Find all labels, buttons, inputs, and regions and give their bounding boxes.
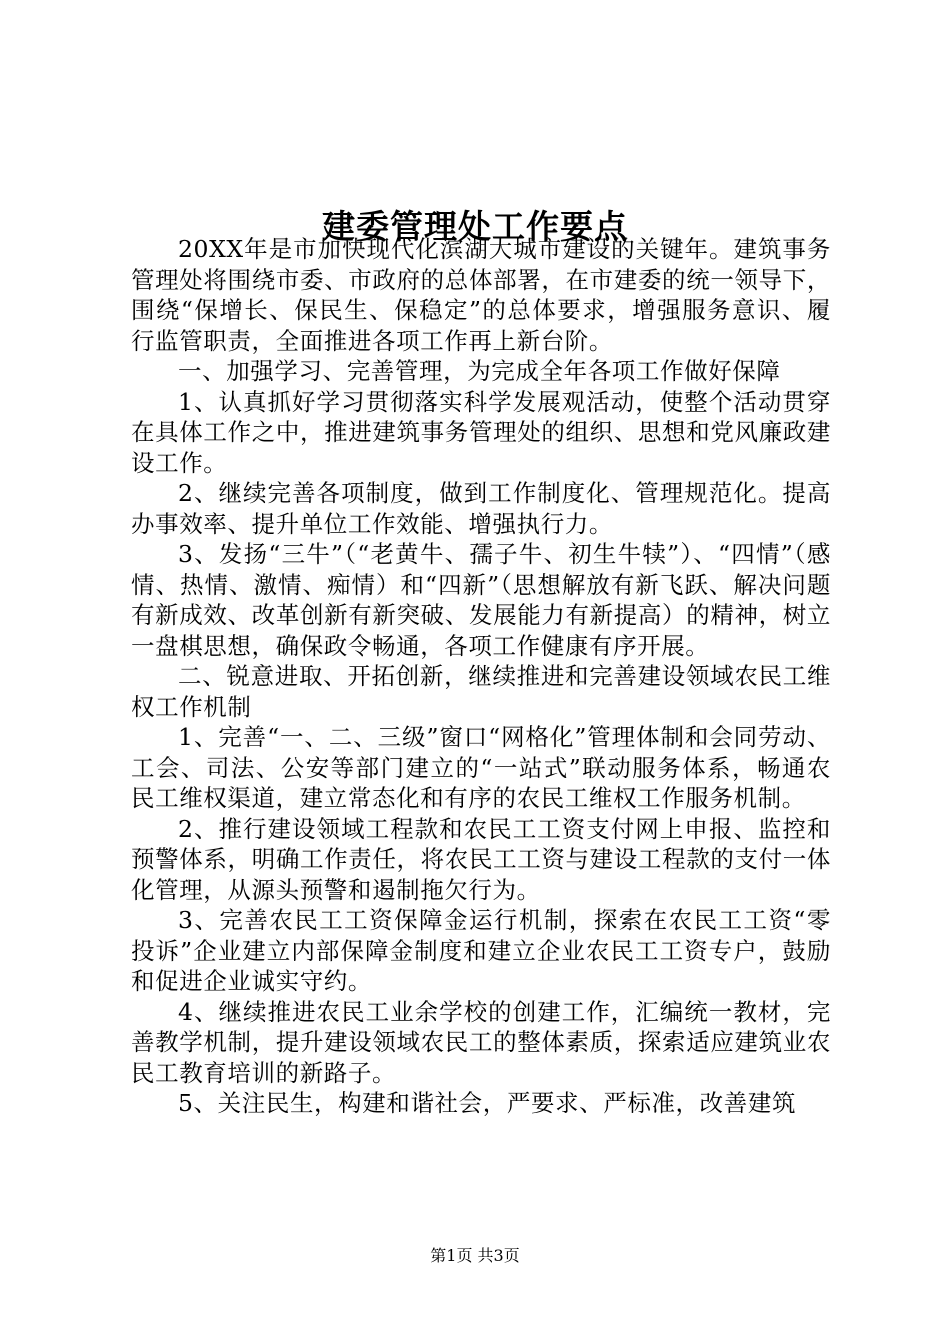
section-2-item-1: 1、完善“一、二、三级”窗口“网格化”管理体制和会同劳动、工会、司法、公安等部门建立的“一站式”联动服务体系，畅通农民工维权渠道，建立常态化和有序的农民工维权工作服务机制。 <box>131 723 831 812</box>
document-title: 建委管理处工作要点 <box>322 207 628 247</box>
intro-paragraph: 20XX年是市加快现代化滨湖大城市建设的关键年。建筑事务管理处将围绕市委、市政府的总体部署，在市建委的统一领导下，围绕“保增长、保民生、保稳定”的总体要求，增强服务意识、履行监管职责，全面推进各项工作再上新台阶。 <box>131 235 831 355</box>
section-2-item-5: 5、关注民生，构建和谐社会，严要求、严标准，改善建筑 <box>178 1089 797 1117</box>
section-1-item-1: 1、认真抓好学习贯彻落实科学发展观活动，使整个活动贯穿在具体工作之中，推进建筑事务管理处的组织、思想和党风廉政建设工作。 <box>131 387 831 477</box>
section-heading-2: 二、锐意进取、开拓创新，继续推进和完善建设领域农民工维权工作机制 <box>131 662 831 721</box>
section-heading-1: 一、加强学习、完善管理，为完成全年各项工作做好保障 <box>178 357 781 385</box>
section-2-item-3: 3、完善农民工工资保障金运行机制，探索在农民工工资“零投诉”企业建立内部保障金制度和建立企业农民工工资专户，鼓励和促进企业诚实守约。 <box>131 906 831 995</box>
section-1-item-3: 3、发扬“三牛”（“老黄牛、孺子牛、初生牛犊”）、“四情”（感情、热情、激情、痴情）和“四新”（思想解放有新飞跃、解决问题有新成效、改革创新有新突破、发展能力有新提高）的精神，树立一盘棋思想，确保政令畅通，各项工作健康有序开展。 <box>131 540 831 660</box>
section-2-item-4: 4、继续推进农民工业余学校的创建工作，汇编统一教材，完善教学机制，提升建设领域农民工的整体素质，探索适应建筑业农民工教育培训的新路子。 <box>131 997 831 1087</box>
document-body <box>131 234 831 1119</box>
section-1-item-2: 2、继续完善各项制度，做到工作制度化、管理规范化。提高办事效率、提升单位工作效能、增强执行力。 <box>131 479 831 538</box>
section-2-item-2: 2、推行建设领域工程款和农民工工资支付网上申报、监控和预警体系，明确工作责任，将农民工工资与建设工程款的支付一体化管理，从源头预警和遏制拖欠行为。 <box>131 814 831 904</box>
page-footer: 第1页 共3页 <box>430 1246 520 1265</box>
